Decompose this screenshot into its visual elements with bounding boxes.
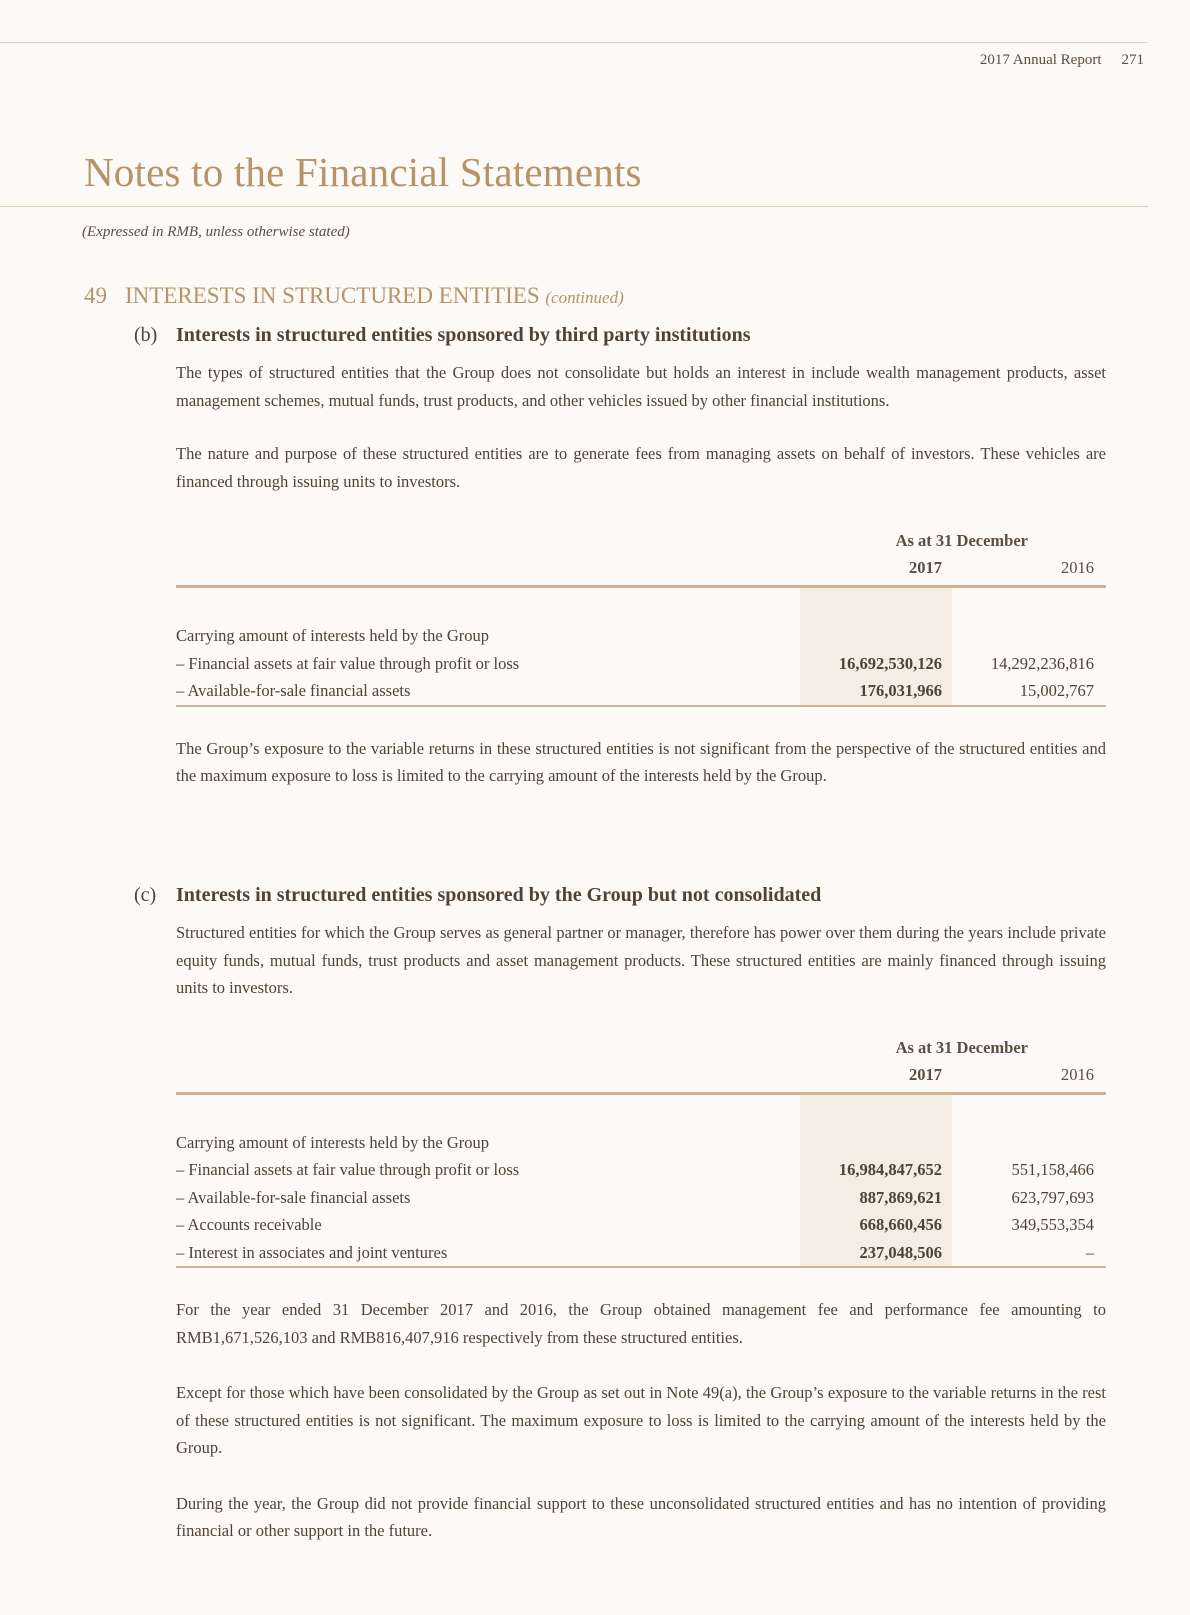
row-label: – Financial assets at fair value through profit or loss [176, 1160, 520, 1179]
col-2016: 2016 [1061, 1064, 1094, 1084]
as-at-label: As at 31 December [895, 531, 1028, 550]
subsection-b [134, 324, 1106, 790]
row-label: – Available-for-sale financial assets [176, 681, 411, 700]
value-2016: 15,002,767 [1019, 681, 1094, 700]
subsection-c-heading [134, 884, 1106, 907]
value-2016: 349,553,354 [1011, 1215, 1094, 1234]
top-rule [0, 42, 1148, 43]
continued-label: (continued) [545, 288, 624, 307]
row-label: – Available-for-sale financial assets [176, 1187, 411, 1207]
page-number: 271 [1121, 52, 1144, 68]
title-rule [0, 206, 1148, 207]
paragraph: The Group’s exposure to the variable returns in these structured entities is not significant from the perspective of the structured entities and the maximum exposure to loss is limited to the carrying amount of the interests held by the Group. [176, 738, 1106, 785]
value-2017: 887,869,621 [859, 1187, 942, 1207]
subsection-c-title: Interests in structured entities sponsored by the Group but not consolidated [176, 884, 822, 906]
table-row [176, 1239, 1106, 1267]
subsection-b-title: Interests in structured entities sponsored by third party institutions [176, 324, 751, 346]
running-header [980, 52, 1144, 69]
table-row [176, 1156, 1106, 1184]
col-2017: 2017 [909, 1064, 942, 1084]
paragraph: The types of structured entities that the Group does not consolidate but holds an interest in include wealth management products, asset management schemes, mutual funds, trust products, and other vehicles issued by other financial institutions. [176, 363, 1106, 410]
table-body [176, 1095, 1106, 1269]
as-at-label: As at 31 December [895, 1037, 1028, 1057]
table-b [176, 523, 1106, 707]
section-number: 49 [84, 283, 107, 308]
row-label: Carrying amount of interests held by the Group [176, 626, 489, 645]
paragraph: Except for those which have been consolidated by the Group as set out in Note 49(a), the Group’s exposure to the variable returns in the rest of these structured entities is not significant. The maximum exposure to loss is limited to the carrying amount of the interests held by the Group. [176, 1383, 1106, 1457]
row-label: – Financial assets at fair value through profit or loss [176, 653, 520, 673]
page-title: Notes to the Financial Statements [84, 149, 642, 195]
table-row [176, 1184, 1106, 1212]
section-heading [84, 283, 624, 309]
subsection-c [134, 884, 1106, 1545]
table-body [176, 588, 1106, 707]
table-c [176, 1030, 1106, 1269]
table-caption-row [176, 622, 1106, 650]
table-header [176, 1030, 1106, 1095]
table-header [176, 523, 1106, 588]
report-name: 2017 Annual Report [979, 52, 1102, 68]
paragraph: For the year ended 31 December 2017 and 2016, the Group obtained management fee and performance fee amounting to RMB1,671,526,103 and RMB816,407,916 respectively from these structured entities. [176, 1300, 1106, 1347]
value-2016: 14,292,236,816 [990, 653, 1094, 673]
table-row [176, 650, 1106, 678]
row-label: – Accounts receivable [176, 1215, 322, 1234]
value-2016: – [1085, 1242, 1094, 1262]
paragraph: During the year, the Group did not provide financial support to these unconsolidated structured entities and has no intention of providing financial or other support in the future. [176, 1493, 1106, 1540]
value-2016: 551,158,466 [1011, 1160, 1094, 1179]
value-2017: 16,692,530,126 [838, 653, 942, 673]
table-caption-row [176, 1129, 1106, 1157]
value-2017: 176,031,966 [859, 681, 942, 700]
subsection-c-label: (c) [134, 884, 157, 906]
col-2016: 2016 [1061, 558, 1094, 577]
table-row [176, 677, 1106, 705]
paragraph: The nature and purpose of these structured entities are to generate fees from managing assets on behalf of investors. These vehicles are financed through issuing units to investors. [176, 444, 1106, 491]
value-2017: 668,660,456 [859, 1215, 942, 1234]
section-title: INTERESTS IN STRUCTURED ENTITIES [125, 283, 540, 308]
col-2017: 2017 [909, 558, 942, 577]
currency-note: (Expressed in RMB, unless otherwise stated) [82, 224, 350, 240]
subsection-b-heading [134, 324, 1106, 347]
row-label: Carrying amount of interests held by the Group [176, 1132, 489, 1152]
table-row [176, 1211, 1106, 1239]
value-2016: 623,797,693 [1011, 1187, 1094, 1207]
value-2017: 16,984,847,652 [838, 1160, 942, 1179]
subsection-b-label: (b) [134, 324, 158, 346]
row-label: – Interest in associates and joint ventures [176, 1242, 448, 1262]
paragraph: Structured entities for which the Group serves as general partner or manager, therefore has power over them during the years include private equity funds, mutual funds, trust products and asset management products. These structured entities are mainly financed through issuing units to investors. [176, 923, 1106, 997]
value-2017: 237,048,506 [859, 1242, 942, 1262]
